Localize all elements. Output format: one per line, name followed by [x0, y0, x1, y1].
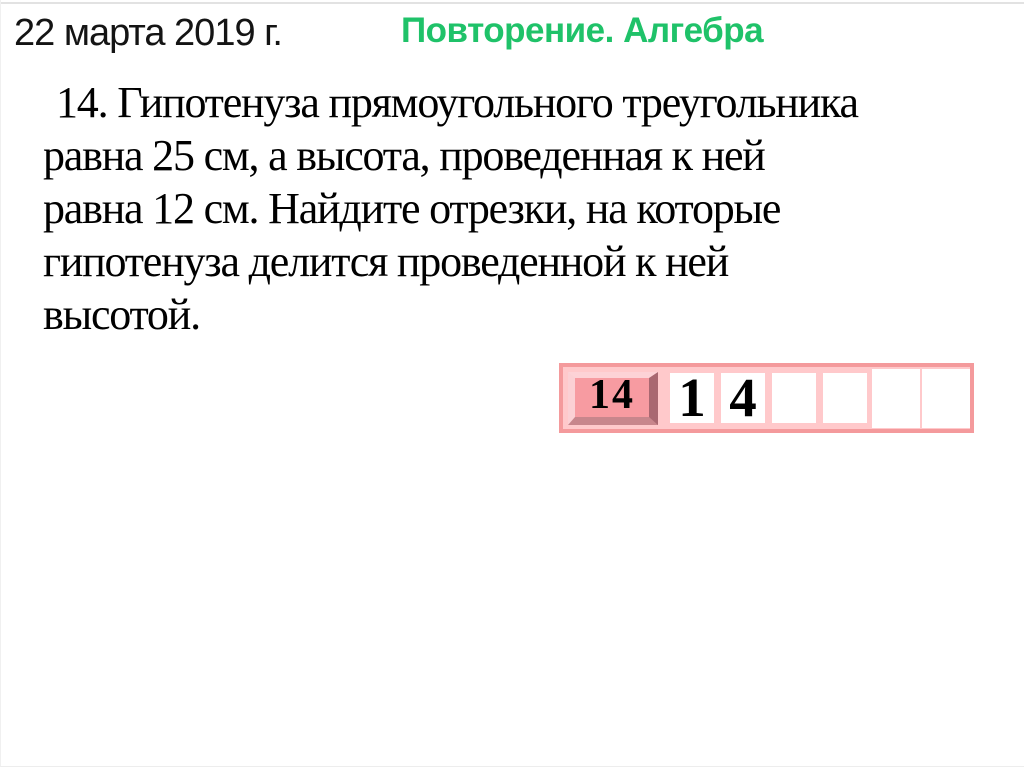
slide-date: 22 марта 2019 г.	[14, 12, 282, 54]
problem-line: равна 25 см, а высота, проведенная к ней	[43, 131, 765, 180]
slide-top-edge	[1, 2, 1024, 4]
answer-cells	[670, 369, 970, 428]
problem-line: гипотенуза делится проведенной к ней	[43, 237, 729, 286]
answer-bar	[559, 363, 974, 433]
answer-cell-1[interactable]: 1	[670, 373, 714, 423]
problem-line: равна 12 см. Найдите отрезки, на которые	[43, 184, 781, 233]
slide-title: Повторение. Алгебра	[401, 11, 764, 50]
answer-cell-2[interactable]: 4	[721, 373, 765, 423]
problem-line: 14. Гипотенуза прямоугольного треугольника	[56, 78, 858, 127]
problem-text	[43, 76, 858, 341]
answer-cell-4[interactable]	[823, 373, 867, 423]
answer-cell-6[interactable]	[922, 369, 970, 428]
answer-cell-5[interactable]	[872, 369, 920, 428]
task-number-button[interactable]: 14	[568, 372, 658, 425]
problem-line: высотой.	[43, 290, 200, 339]
answer-cell-3[interactable]	[772, 373, 816, 423]
